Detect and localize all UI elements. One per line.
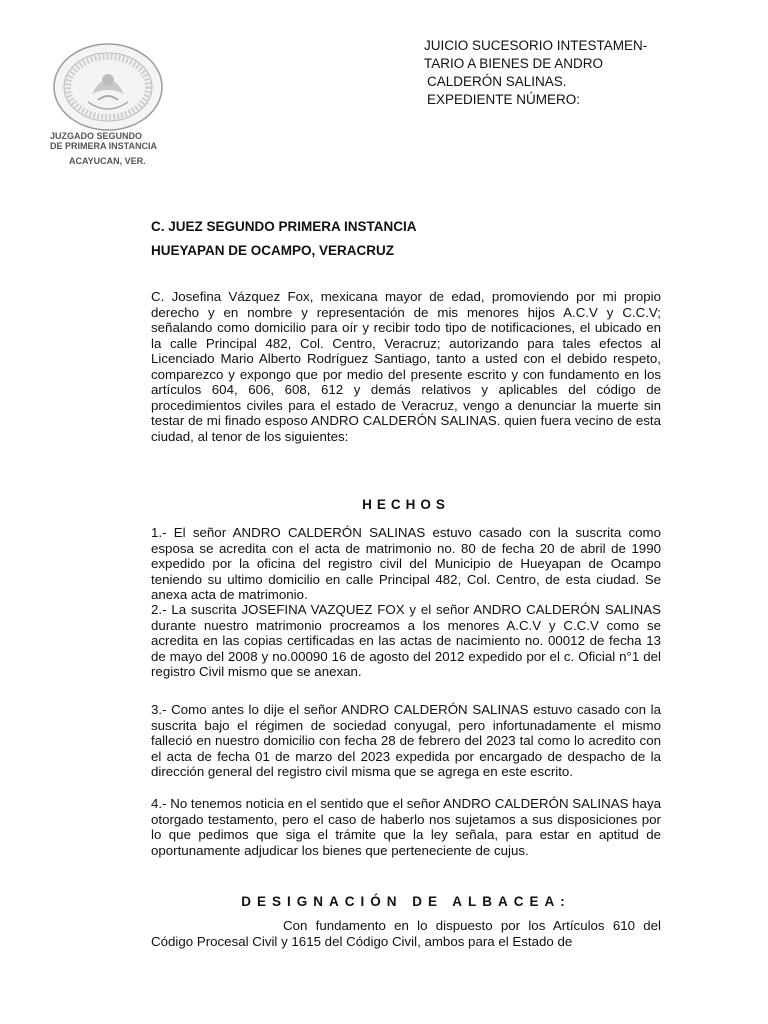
hecho-4: 4.- No tenemos noticia en el sentido que el señor ANDRO CALDERÓN SALINAS haya otorgado testamento, pero el caso de haberlo nos sujetamos a sus disposiciones por lo que pedimos que siga el trámite que la ley señala, para estar en aptitud de oportunamente adjudicar los bienes que perteneciente de cujus. [151,796,661,858]
hecho-2: 2.- La suscrita JOSEFINA VAZQUEZ FOX y el señor ANDRO CALDERÓN SALINAS durante nuestro matrimonio procreamos a los menores A.C.V y C.C.V como se acredita en las copias certificadas en las actas de nacimiento no. 00012 de fecha 13 de mayo del 2008 y no.00090 16 de agosto del 2012 expedido por el c. Oficial n°1 del registro Civil mismo que se anexan. [151,602,661,679]
court-seal-icon [52,42,164,132]
court-line-1: JUZGADO SEGUNDO [50,131,143,141]
hecho-3: 3.- Como antes lo dije el señor ANDRO CALDERÓN SALINAS estuvo casado con la suscrita bajo el régimen de sociedad conyugal, pero infortunadamente el mismo falleció en nuestro domicilio con fecha 28 de febrero del 2023 tal como lo acredito con el acta de fecha 01 de marzo del 2023 expedida por encargado de despacho de la dirección general del registro civil misma que se agrega en este escrito. [151,702,661,779]
addressee-line-1: C. JUEZ SEGUNDO PRIMERA INSTANCIA [151,219,417,234]
addressee [151,218,417,260]
case-line-3: CALDERÓN SALINAS. [427,74,567,89]
albacea-heading: DESIGNACIÓN DE ALBACEA: [241,894,571,909]
hecho-1: 1.- El señor ANDRO CALDERÓN SALINAS estuvo casado con la suscrita como esposa se acredita con el acta de matrimonio no. 80 de fecha 20 de abril de 1990 expedido por la oficina del registro civil del Municipio de Hueyapan de Ocampo teniendo su ultimo domicilio en calle Principal 482, Col. Centro, de esta ciudad. Se anexa acta de matrimonio. [151,525,661,602]
case-header [424,37,674,109]
hechos-heading: HECHOS [362,497,450,512]
albacea-paragraph: Con fundamento en lo dispuesto por los Artículos 610 del Código Procesal Civil y 1615 del Código Civil, ambos para el Estado de [151,918,661,949]
case-line-4: EXPEDIENTE NÚMERO: [427,92,581,107]
court-line-2: DE PRIMERA INSTANCIA [50,141,158,151]
addressee-line-2: HUEYAPAN DE OCAMPO, VERACRUZ [151,243,395,258]
intro-paragraph: C. Josefina Vázquez Fox, mexicana mayor de edad, promoviendo por mi propio derecho y en nombre y representación de mis menores hijos A.C.V y C.C.V; señalando como domicilio para oír y recibir todo tipo de notificaciones, el ubicado en la calle Principal 482, Col. Centro, Veracruz; autorizando para tales efectos al Licenciado Mario Alberto Rodríguez Santiago, tanto a usted con el debido respeto, comparezco y expongo que por medio del presente escrito y con fundamento en los artículos 604, 606, 608, 612 y demás relativos y aplicables del código de procedimientos civiles para el estado de Veracruz, vengo a denunciar la muerte sin testar de mi finado esposo ANDRO CALDERÓN SALINAS. quien fuera vecino de esta ciudad, al tenor de los siguientes: [151,289,661,444]
court-name-block [50,131,170,166]
court-city: ACAYUCAN, VER. [69,156,146,166]
case-line-1: JUICIO SUCESORIO INTESTAMEN- [424,38,648,53]
case-line-2: TARIO A BIENES DE ANDRO [424,56,604,71]
